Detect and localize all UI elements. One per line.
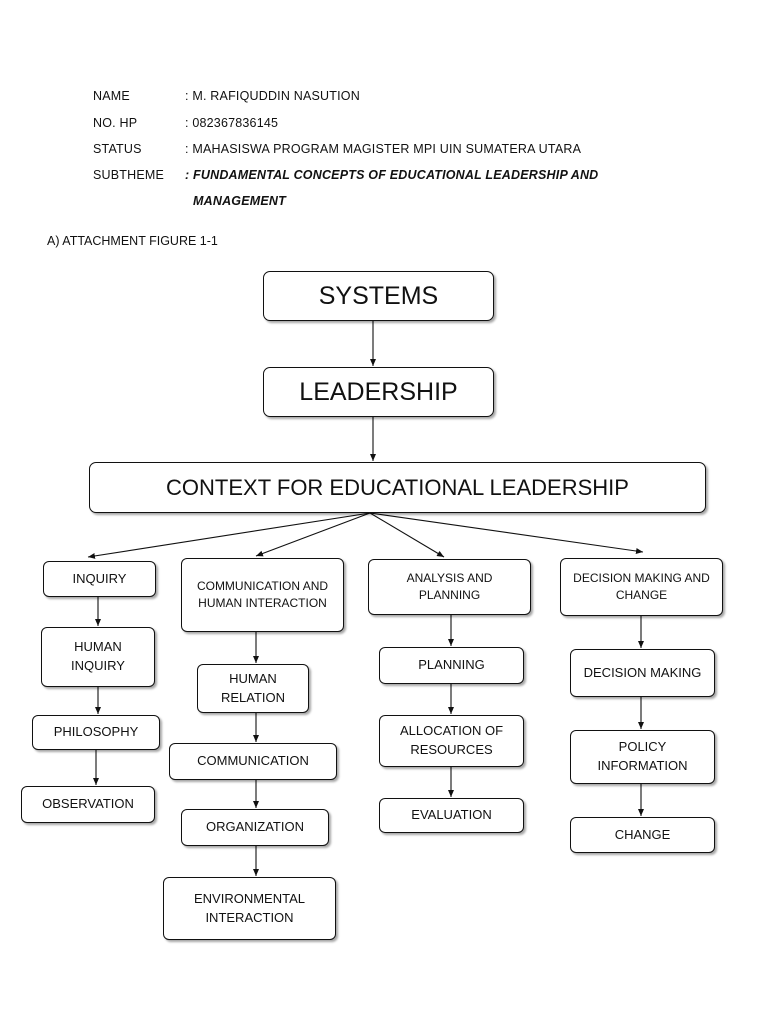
node-context: CONTEXT FOR EDUCATIONAL LEADERSHIP xyxy=(89,462,706,513)
header-key: NAME xyxy=(93,89,130,103)
node-communication: COMMUNICATION xyxy=(169,743,337,780)
node-leadership: LEADERSHIP xyxy=(263,367,494,417)
node-planning: PLANNING xyxy=(379,647,524,684)
node-observation: OBSERVATION xyxy=(21,786,155,823)
node-policy-information: POLICY INFORMATION xyxy=(570,730,715,784)
figure-caption: A) ATTACHMENT FIGURE 1-1 xyxy=(47,234,218,248)
node-analysis-planning: ANALYSIS AND PLANNING xyxy=(368,559,531,615)
node-inquiry: INQUIRY xyxy=(43,561,156,597)
node-allocation-of-resources: ALLOCATION OF RESOURCES xyxy=(379,715,524,767)
header-key: SUBTHEME xyxy=(93,168,165,182)
node-human-inquiry: HUMAN INQUIRY xyxy=(41,627,155,687)
header-key: STATUS xyxy=(93,142,142,156)
node-decision-making: DECISION MAKING xyxy=(570,649,715,697)
node-change: CHANGE xyxy=(570,817,715,853)
node-organization: ORGANIZATION xyxy=(181,809,329,846)
header-value: : 082367836145 xyxy=(185,116,279,130)
node-philosophy: PHILOSOPHY xyxy=(32,715,160,750)
edge-context-communication xyxy=(256,513,370,556)
node-evaluation: EVALUATION xyxy=(379,798,524,833)
node-communication-human-interaction: COMMUNICATION AND HUMAN INTERACTION xyxy=(181,558,344,632)
edge-context-decision xyxy=(370,513,643,552)
node-environmental-interaction: ENVIRONMENTAL INTERACTION xyxy=(163,877,336,940)
header-value: : M. RAFIQUDDIN NASUTION xyxy=(185,89,360,103)
node-human-relation: HUMAN RELATION xyxy=(197,664,309,713)
node-decision-making-change: DECISION MAKING AND CHANGE xyxy=(560,558,723,616)
header-key: NO. HP xyxy=(93,116,138,130)
edge-context-inquiry xyxy=(88,513,370,557)
node-systems: SYSTEMS xyxy=(263,271,494,321)
header-value: : MAHASISWA PROGRAM MAGISTER MPI UIN SUMATERA UTARA xyxy=(185,142,582,156)
subtheme-value-line2: MANAGEMENT xyxy=(193,194,286,208)
subtheme-value: : FUNDAMENTAL CONCEPTS OF EDUCATIONAL LEADERSHIP AND xyxy=(185,168,599,182)
edge-context-analysis xyxy=(370,513,444,557)
